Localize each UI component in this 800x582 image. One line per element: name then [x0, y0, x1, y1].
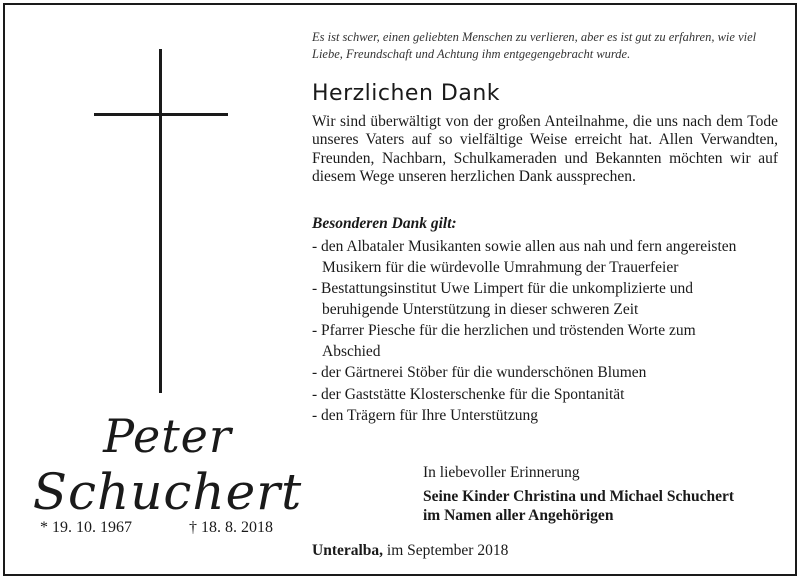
place-date	[312, 542, 508, 560]
cross-horizontal-bar	[94, 113, 228, 116]
list-item: - den Trägern für Ihre Unterstützung	[312, 407, 538, 424]
opening-quote: Es ist schwer, einen geliebten Menschen zu verlieren, aber es ist gut zu erfahren, wie viel Liebe, Freundschaft und Achtung ihm entgegengebracht wurde.	[312, 30, 757, 61]
special-thanks-title: Besonderen Dank gilt:	[312, 215, 457, 232]
cross-vertical-bar	[159, 49, 162, 393]
thanks-body-text: Wir sind überwältigt von der großen Anteilnahme, die uns nach dem Tode unseres Vaters auf so vielfältige Weise erreicht hat. Allen Verwandten, Freunden, Nachbarn, Schulkameraden und Bekannten möchten wir auf diesem Wege unseren herzlichen Dank aussprechen.	[312, 113, 778, 186]
list-item: - der Gaststätte Klosterschenke für die Spontanität	[312, 385, 625, 403]
list-item: - der Gärtnerei Stöber für die wunderschönen Blumen	[312, 364, 647, 381]
memory-line: In liebevoller Erinnerung	[423, 464, 580, 481]
signers-line-2: im Namen aller Angehörigen	[423, 507, 614, 524]
birth-date: * 19. 10. 1967	[40, 519, 132, 536]
thanks-heading: Herzlichen Dank	[312, 81, 501, 106]
death-date: † 18. 8. 2018	[189, 519, 273, 536]
place-month: im September 2018	[386, 542, 509, 559]
list-item: - den Albataler Musikanten sowie allen aus nah und fern angereisten Musikern für die würdevolle Umrahmung der Trauerfeier	[312, 238, 737, 276]
special-thanks-list	[312, 237, 752, 428]
closing-block	[423, 463, 734, 525]
deceased-last-name: Schuchert	[32, 463, 303, 521]
signers-line-1: Seine Kinder Christina und Michael Schuchert	[423, 488, 735, 505]
signers	[423, 487, 734, 525]
list-item: - Pfarrer Piesche für die herzlichen und tröstenden Worte zum Abschied	[312, 322, 696, 360]
list-item: - Bestattungsinstitut Uwe Limpert für die unkomplizierte und beruhigende Unterstützung in dieser schweren Zeit	[312, 280, 693, 318]
deceased-first-name: Peter	[103, 409, 232, 463]
obituary-notice	[3, 3, 797, 576]
place-town: Unteralba,	[312, 542, 384, 559]
